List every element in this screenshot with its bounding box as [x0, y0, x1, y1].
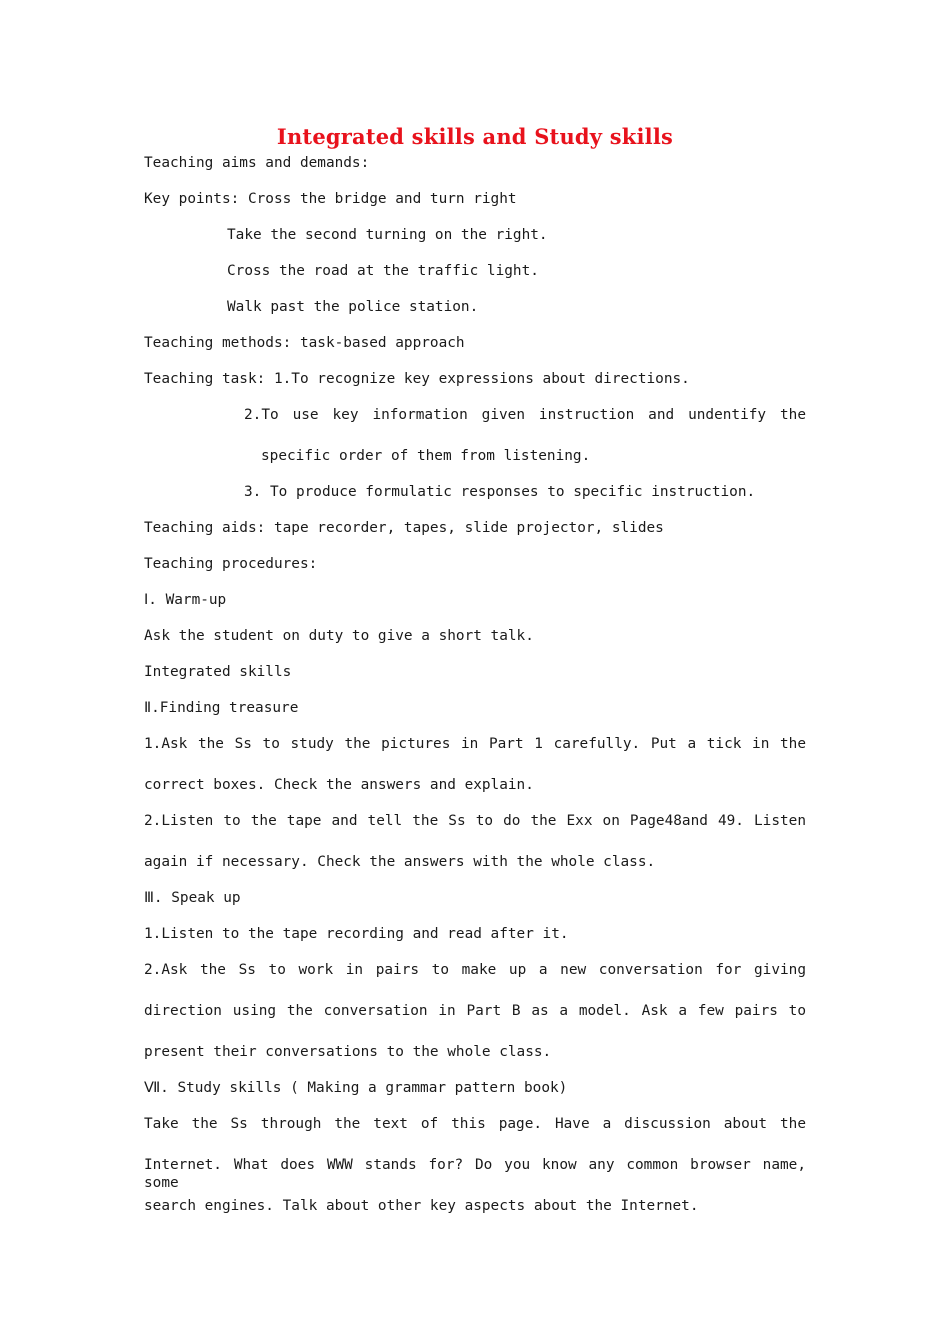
integrated-skills-heading: Integrated skills — [144, 664, 292, 680]
speak-up-2a: 2.Ask the Ss to work in pairs to make up a new conversation for giving — [144, 962, 806, 978]
finding-treasure-1b: correct boxes. Check the answers and explain. — [144, 777, 534, 793]
section-speak-up: Ⅲ. Speak up — [144, 890, 241, 906]
procedures-line: Teaching procedures: — [144, 556, 318, 572]
speak-up-2b: direction using the conversation in Part B as a model. Ask a few pairs to — [144, 1003, 806, 1019]
speak-up-2c: present their conversations to the whole class. — [144, 1044, 552, 1060]
study-skills-a: Take the Ss through the text of this page. Have a discussion about the — [144, 1116, 806, 1132]
document-title: Integrated skills and Study skills — [276, 124, 674, 149]
methods-line: Teaching methods: task-based approach — [144, 335, 465, 351]
key-point-4: Walk past the police station. — [227, 299, 479, 315]
section-warm-up: Ⅰ. Warm-up — [144, 592, 227, 608]
finding-treasure-2a: 2.Listen to the tape and tell the Ss to do the Exx on Page48and 49. Listen — [144, 813, 806, 829]
study-skills-b: Internet. What does WWW stands for? Do you know any common browser name, some — [144, 1157, 806, 1191]
task-line-2b: specific order of them from listening. — [261, 448, 591, 464]
key-point-2: Take the second turning on the right. — [227, 227, 548, 243]
task-line-3: 3. To produce formulatic responses to specific instruction. — [244, 484, 756, 500]
finding-treasure-1a: 1.Ask the Ss to study the pictures in Part 1 carefully. Put a tick in the — [144, 736, 806, 752]
aims-line: Teaching aims and demands: — [144, 155, 370, 171]
section-finding-treasure: Ⅱ.Finding treasure — [144, 700, 299, 716]
study-skills-c: search engines. Talk about other key aspects about the Internet. — [144, 1198, 699, 1214]
aids-line: Teaching aids: tape recorder, tapes, slide projector, slides — [144, 520, 664, 536]
warm-up-text: Ask the student on duty to give a short talk. — [144, 628, 534, 644]
task-line-2a: 2.To use key information given instruction and undentify the — [244, 407, 806, 423]
finding-treasure-2b: again if necessary. Check the answers with the whole class. — [144, 854, 656, 870]
key-points-line: Key points: Cross the bridge and turn right — [144, 191, 517, 207]
section-study-skills: Ⅶ. Study skills ( Making a grammar pattern book) — [144, 1080, 568, 1096]
task-line-1: Teaching task: 1.To recognize key expressions about directions. — [144, 371, 690, 387]
speak-up-1: 1.Listen to the tape recording and read after it. — [144, 926, 569, 942]
key-point-3: Cross the road at the traffic light. — [227, 263, 539, 279]
